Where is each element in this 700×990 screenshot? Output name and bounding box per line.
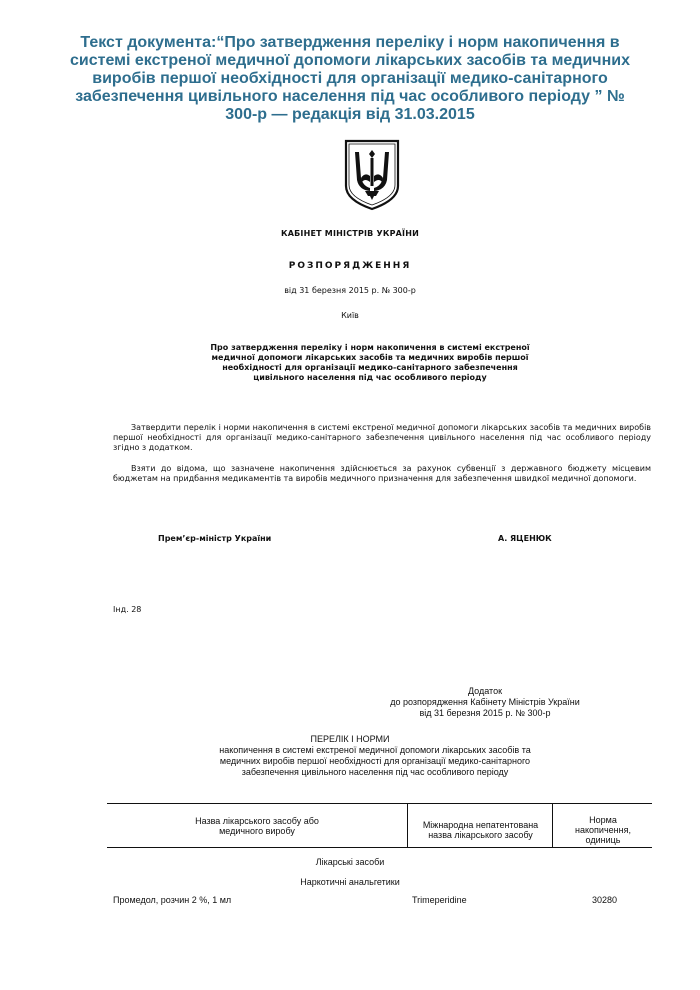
annex-title: ПЕРЕЛІК І НОРМИ <box>310 734 390 744</box>
table-subsection-heading: Наркотичні анальгетики <box>300 877 400 887</box>
table-cell-name: Промедол, розчин 2 %, 1 мл <box>113 895 232 905</box>
document-title: Текст документа:“Про затвердження переліку і норм накопичення в системі екстреної медичної допомоги лікарських засобів та медичних виробів першої необхідності для організації медико-санітарного забезпечення цивільного населення під час особливого періоду ” № 300-р — редакція від 31.03.2015 <box>70 34 630 123</box>
paragraph-funding: Взяти до відома, що зазначене накопичення здійснюється за рахунок субвенції з державного бюджету місцевим бюджетам на придбання медикаментів та виробів медичного призначення для забезпечення швидкої медичної допомоги. <box>113 464 651 483</box>
order-subject: Про затвердження переліку і норм накопичення в системі екстреної медичної допомоги лікарських засобів та медичних виробів першої необхідності для організації медико-санітарного забезпечення цивільного населення під час особливого періоду <box>210 343 530 382</box>
annex-subtitle: накопичення в системі екстреної медичної допомоги лікарських засобів та медичних виробів першої необхідності для організації медико-санітарного забезпечення цивільного населення під час особливого періоду <box>219 745 531 777</box>
annex-reference <box>330 686 640 719</box>
header-inn-column: Міжнародна непатентована назва лікарського засобу <box>407 804 553 847</box>
city: Київ <box>341 311 359 320</box>
table-header <box>107 803 652 848</box>
table-section-heading: Лікарські засоби <box>315 857 385 867</box>
header-name-column: Назва лікарського засобу або медичного виробу <box>195 815 319 836</box>
signatory-title: Прем’єр-міністр України <box>158 534 272 543</box>
annex-ref-line1: до розпорядження Кабінету Міністрів України <box>390 697 580 707</box>
trident-icon <box>343 138 401 211</box>
issuer-heading: КАБІНЕТ МІНІСТРІВ УКРАЇНИ <box>281 229 419 238</box>
annex-ref-line2: від 31 березня 2015 р. № 300-р <box>419 708 551 718</box>
table-cell-norm: 30280 <box>592 895 618 905</box>
order-date: від 31 березня 2015 р. № 300-р <box>284 286 416 295</box>
paragraph-approve: Затвердити перелік і норми накопичення в системі екстреної медичної допомоги лікарських засобів та медичних виробів першої необхідності для організації медико-санітарного забезпечення цивільного населення під час особливого періоду згідно з додатком. <box>113 423 651 452</box>
index-number: Інд. 28 <box>113 605 142 614</box>
annex-label: Додаток <box>467 686 503 696</box>
signatory-name: А. ЯЦЕНЮК <box>498 534 552 543</box>
table-cell-inn: Trimeperidine <box>412 895 467 905</box>
header-norm-column: Норма накопичення, одиниць <box>552 804 653 847</box>
document-type: РОЗПОРЯДЖЕННЯ <box>288 261 412 271</box>
